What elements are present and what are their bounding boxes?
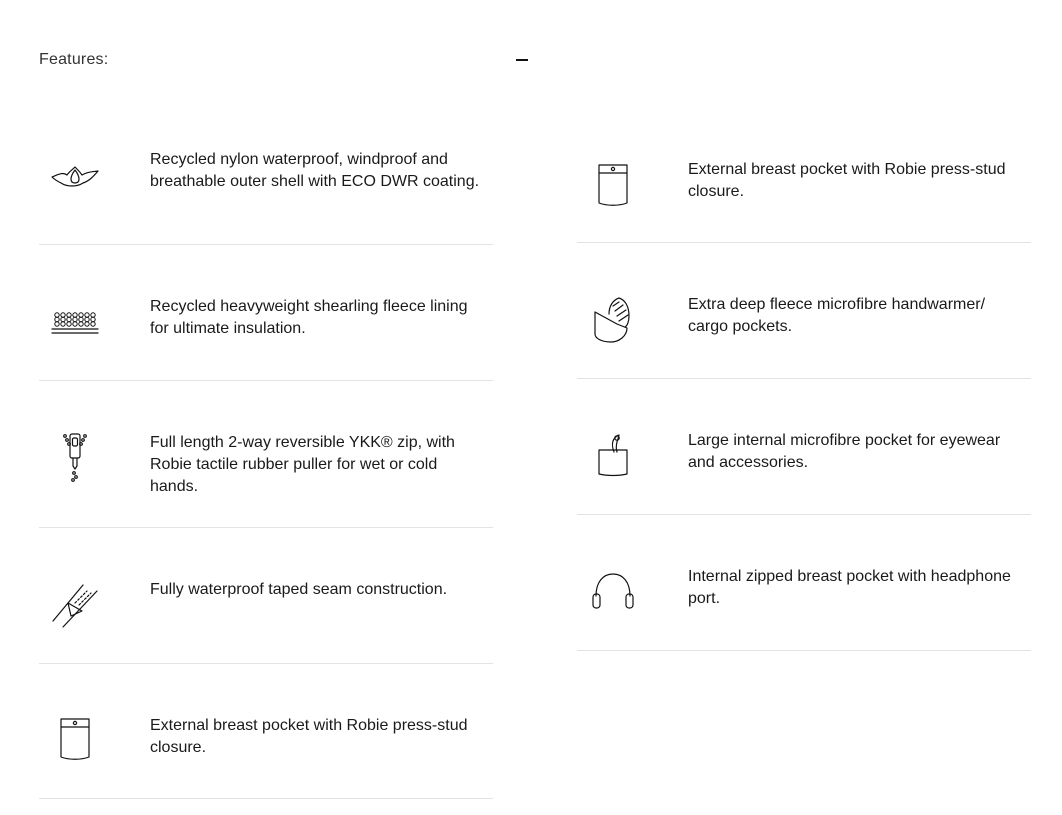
feature-item: [577, 514, 1031, 651]
feature-item: [577, 242, 1031, 379]
feature-text: External breast pocket with Robie press-stud closure.: [688, 161, 1006, 200]
water-drop-bird-icon: [49, 150, 101, 202]
feature-text: Internal zipped breast pocket with headphone port.: [688, 568, 1011, 607]
feature-item: [39, 244, 493, 381]
zipper-icon: [49, 430, 101, 482]
feature-text: Recycled heavyweight shearling fleece lining for ultimate insulation.: [150, 298, 468, 337]
fleece-lining-icon: [49, 294, 101, 346]
handwarmer-pocket-icon: [587, 294, 639, 346]
feature-item: [39, 527, 493, 664]
internal-pocket-icon: [587, 430, 639, 482]
minus-icon[interactable]: [515, 53, 529, 67]
feature-item: [39, 380, 493, 528]
feature-item: [577, 132, 1031, 243]
feature-text: Recycled nylon waterproof, windproof and breathable outer shell with ECO DWR coating.: [150, 151, 480, 190]
feature-text: External breast pocket with Robie press-stud closure.: [150, 717, 468, 756]
features-accordion-header[interactable]: [39, 44, 529, 76]
feature-text: Full length 2-way reversible YKK® zip, with Robie tactile rubber puller for wet or cold hands.: [150, 434, 455, 495]
feature-item: [39, 663, 493, 799]
feature-text: Extra deep fleece microfibre handwarmer/ cargo pockets.: [688, 296, 986, 335]
breast-pocket-icon: [49, 713, 101, 765]
taped-seam-icon: [49, 577, 101, 629]
feature-text: Large internal microfibre pocket for eyewear and accessories.: [688, 432, 1001, 471]
accordion-title: Features:: [39, 51, 109, 68]
breast-pocket-icon: [587, 159, 639, 211]
feature-item: [39, 132, 493, 245]
feature-text: Fully waterproof taped seam construction.: [150, 581, 448, 598]
headphones-icon: [587, 562, 639, 614]
feature-item: [577, 378, 1031, 515]
